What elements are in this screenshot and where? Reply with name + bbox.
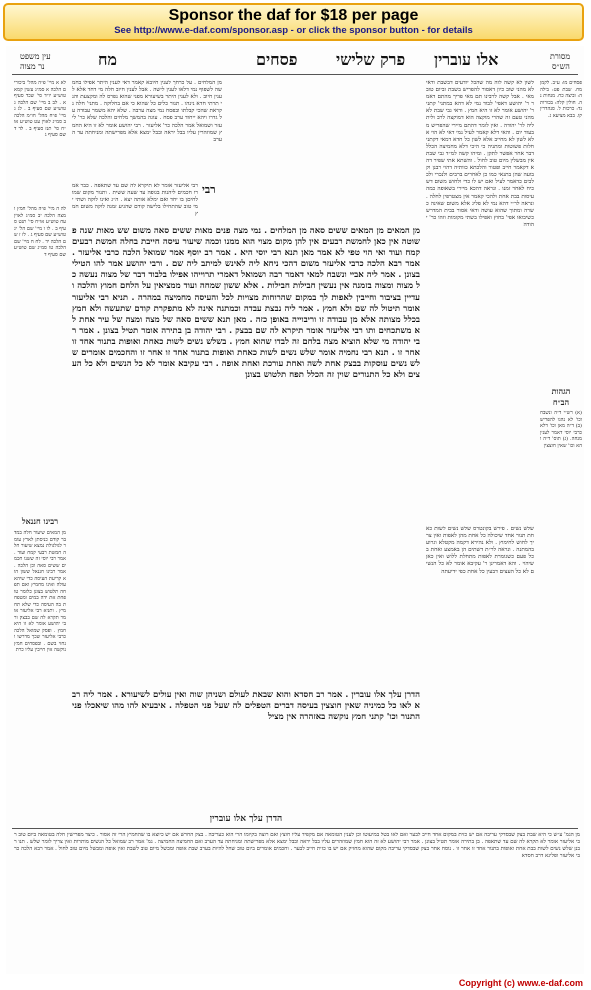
tosafot-column: לשון לא קשה לוה מה שהכל יודעים דבשבת ודאי לא מהני שוב כיון דאסור להפריש בשבת וביום טוב מאי . אבל קשה לרבינו תם מאי פריך מהתם דאמר ר' יהושע דאפי' לבוד נמי לא דהא במתני' קתני ר' יהושע אומר לא זו היא חמץ . ודאי גבי שבת לא מהני טעם זה שהרי מוקצה הוא דמוקצה לרב ולית ליה לר' יהודה . ואין לומר דהתם מיירי שהפריש מבעוד יום . והאי דלא קאמר לעיל נמי דאי לא הוי אלא לשון לא מחייב אלא לשון כל חדא דמאי דקתני חלות פשוטות ומתניה כי היכי דלא מחמיצה הכלל דבר אחר אפשר לתקן . ומיהו קשה למ״ד גבי שבת אין מבשלין מיום טוב לחול . והשתא אתי שפיר דהא דקאמר חייב ופטור והלכתא כוותיה דהוי רבנן וקבועה שהן בתנאי כמו כן לאחרים ברבים ולנכרי ולכלבים כדאמר לעיל ואם יש לו כדי ולחוש משום דשכיח לאחר זמנו . ונראה דהכא מיירי בשאופה כמה עיסות בבת אחת ולהכי קאמר אין מצטרפין לחלה . ונראה לר״י דהא נמי לא פליג אלא משום שאינה כשרה ומתוך שהוא עושה ודאי אסור בבית המדרש כשיבואו אפי' בחוץ ואפילו בשתי מקומות וזהו כר' יהודה (426, 80, 534, 228)
bottom-section-rule (12, 828, 578, 829)
tractate-name: פסחים (256, 50, 298, 69)
header-rule (12, 74, 578, 75)
sponsor-title[interactable]: Sponsor the daf for $18 per page (168, 7, 419, 24)
gemara-opening-word: רבי (202, 183, 216, 196)
ein-mishpat-column-2: לה ה מיי' פ״ה מהל' חמץ ומצה הלכה יב סמ״ג לאוין עח טוש״ע או״ח סי' תנט סעיף ב . לו ו מיי' שם הל' יג טוש״ע שם סעיף ג . לז ז שם הלכה יד . לח ח מיי' שם הלכה טו סמ״ג שם טוש״ע שם סעיף ד (14, 206, 66, 258)
gemara-text-2: הדרן עלך אלו עוברין . אמר רב חסדא והוא שבאת לעולם ושניהן שוה ואין עולים לשיעורא . אמר ליה רבא לאו כל כמיניה שאין חוצצין בעיסה דברים הטפלים לה שעל פני הטפלה . איבעיא להו מהו שיאכלו פני התנור וכו' קתני חמץ נוקשה באזהרה אין מציל (72, 690, 420, 723)
sponsor-subtitle[interactable]: See http://www.e-daf.com/sponsor.asp - or click the sponsor button - for details (114, 25, 473, 36)
hagahot-label: הגהות (551, 386, 571, 396)
rabbeinu-chananel-label: רבינו חננאל (21, 516, 59, 526)
bottom-commentary: מן הגמ' ע״ש כי היא שבת בצק שבסדקי עריבה אם יש כזית במקום אחד חייב לבער ואם לאו בטל במיעוטו וכן לענין הטומאה אם מקפיד עליו חוצץ ואם רוצה בקיומו הרי הוא כעריבה . בצק החרש אם יש כיוצא בו שהחמיץ הרי זה אסור . כיצד מפרישין חלה בטומאה ביום טוב רבי אליעזר אומר לא תקרא לה שם עד שתאפה . בן בתירה אומר תטיל בצונן . אמר רבי יהושע לא זה הוא חמץ שמוזהרים עליו בבל יראה ובבל ימצא אלא מפרישתה ומניחתה עד הערב ואם החמיצה החמיצה . גמ' אמר רב שמואל כל הנשים מותרות ואין צריך לומר שלש . תנו רבנן שלש נשים לשות בבת אחת ואופות בתנור אחד זו אחר זו . נוסח אחר בצק שבסדקי עריבה מקום שהוא מחזיק אם יש בו כזית חייב לבער . וחכמים אומרים ביום טוב שחל להיות בערב שבת אופה ומבשל מיום טוב לשבת ואין אופה ומבשל מיום טוב לחול . אמר רבא הלכה כרבי אליעזר ופליגא דרב חסדא (14, 832, 580, 859)
rashi-column-2: רבי אליעזר אומר לא תיקרא לה שם עד שתאפה . כבר אמרו חכמים ליהנות בגופה עד שעה ששית . ותנור מקום שמולחיםן בו יחד ואם ימלא אותה יצא . ה״ג ואינו לוקה ושתי ימי טוב שהתחילו בלישה קודם שהגיע זמנה לוקה משום חמץ (72, 183, 198, 218)
ein-mishpat-column: לא א מיי' פ״ה מהל' ביכורים הלכה א סמ״ג עשין קמא טוש״ע יו״ד סי' שכד סעיף א . לב ב מיי' שם הלכה ג טוש״ע שם סעיף ב . לג ג מיי' פ״ח מהל' חו״מ הלכה ב סמ״ג לאוין עט טוש״ע או״ח סי' תנז סעיף ב . לד ד שם סעיף ג (14, 80, 66, 138)
hagahot-habach-column: (א) רש״י ד״ה ונשבח וכו' לא נהגו להפריש (ב) ד״ה מאן וכו' דלא כרבי יוסי דאמר לענין מנחה. (ג) תוס' ד״ה והא וכו' שאין חוצצין (540, 410, 582, 449)
habach-label: הב״ח (552, 397, 570, 407)
gemara-text: מן המאים מן המאים ששים סאה מן המלחים . נמי מצה פנים מאות ששים סאה משום שש מאות שנה פשוטה אין כאן לחמשת רבעים אין להן מקום מצוי הוא ממנו וכמה שיעור עיסה חייבת בחלה חמשת רבעים קמח ועוד ואי הוי טפי לא אמר מאן תנא רבי יוסי היא . אמר רב יוסף אמר שמואל הלכה כרבי אליעזר . אמר רבא הלכה כרבי אליעזר משום דהכי ניחא ליה לאינש למיתב ליה שם . ורבי יהושע אמר להו הטילי בצונן . אמר ליה אביי ונשבח למאי דאמר רבה ושמואל דאמרי תרוייהו אפילו בלבוד דבר של מצוה נעשה כל מצוה ומצוה בזמנה אין נעשין חבילות חבילות . אלא ששון שמחה ועוד ממציאין על הלחם חמוץ והלכה ועדיין בציבור וחייבין לאפות לך במקום שהרוחות מצויות לכל והעיסה מחמיצה במהרה . תניא רבי אליעזר אומר תיטול לה שם ולא חמץ . אמר ליה נבצת עבדה וכמתנה אינה לא מתפקרת קודם שתעשה ולא חמץ בכלל מצותה אלא מן עבודה זו וריבוייה באופן כזה . מאן תנא ששים סאה של מצה ומצה של עיר אחת לא משתכחים ותו רבי אליעזר אומר תיקרא לה שם בבצק . רבי יהודה בן בתירה אומר תטיל בצונן . אמר רבי יהודה מי שלא הוציא מצה בלחם זה לבדו שהוא חמץ . בשלש נשים לשות כאחת ואופות בתנור אחד זו אחר זו . תנא רבי נחמיה אומר שלש נשים לשות כאחת ואופות בתנור אחד זו אחר זו והחכמים אומרים שלש נשים עוסקות בבצק אחת לשה ואחת עורכת ואחת אופה . רבי עקיבא אומר לא כל הנשים ולא כל העצים ולא כל התנורים שוין זה הכלל תפח תלטוש בצונן (72, 226, 420, 381)
mesoret-hashas-column: פסחים מו: ע״ב. לקמן מח. שבת פט: בילה ה: וביצה כח. מנחות נה. חולין קלה: בכורות נד: כרכות ל. סנהדרין קו. בבא מציעא ג. (540, 80, 582, 119)
chapter-number: פרק שלישי (336, 50, 406, 69)
talmud-page (6, 46, 584, 974)
rashi-column: מן המלחים . על כרחך לענין חיובא קאמר דאי לענין היתר אפילו בחמשה לשפוף נמי דלאו לענין לישה . אבל לענין חיוב חלה מי דחד אלא לענין חיוב . ולא לענין היתר בשיעורא מפני שהוא נפרס לה ומקצעת והני תרתי חדא נינהו . תנור כלים כל שהוא כי אם בחלוקה . מתני' חלה נקראת שהכי קבלתו ובפסח נמי מצה ערבה . שלא יהא משמר עבודה על גדרו ויהא ייחוד ערב פסח . עוגה בהמשך מלחים והלכה שלא כר' ליעזר ושמואל אמר הלכה כר' אליעזר . רבי יהושע אומר לא זו היא החמץ שמוזהרין עליו בבל יראה ובבל ימצא אלא מפרישתה ומניחתה עד הערב (72, 80, 222, 143)
page-number: מח (98, 50, 117, 69)
rabbeinu-chananel-text: מן המאים שיעור חלה במדבר קודם כניסתן לארץ עומר לגולגולת נמצא שיעור חלה חמשת רבעי קמח ועוד . אמר רבי יוסי זה ששנו חכמים ששים סאה וכן הלכה . אמר רבינו חננאל ששון הוא קריעת העיסה כדי שיהא עולה ואינו מחמיץ ואם תפחה תלטוש בצונן כלומר טופחת את ידה במים ומטפחת בה העיסה כדי שלא תחמיץ . ותניא רבי אליעזר אומר תקרא לה שם בבצק ורבי יהושע אומר לא זו היא חמץ . ופסק שמואל הלכה כרבי אליעזר שכך מדרשו ונחזי בשם . ובפסחים חמץ נוקשה אין חייבין עליו כרת (14, 530, 66, 653)
copyright-notice: Copyright (c) www.e-daf.com (458, 978, 583, 988)
margin-label-ein-mishpat: עין משפט (20, 52, 51, 61)
sponsor-banner[interactable] (3, 3, 584, 41)
chapter-name: אלו עוברין (434, 50, 499, 69)
margin-label-ner-mitzvah: נר מצוה (20, 62, 45, 71)
hadran-line: הדרן עלך אלו עוברין (209, 814, 283, 824)
margin-label-mesoret: מסורת (550, 52, 571, 61)
tosafot-column-2: שלש נשים . פירש בקונטרס שלש נשים לשות כאחת תנור אחד שיכולה כל אחת מהן לאפות ואין צריך לחוש לחימוץ . ולא נהירא דקמה מקטלא וגרוע בהמתנה . ונראה לר״ת דשתים הן באמצע ואחת בכל פעם כשגומרת לאפות מתחלת ללוש ואין כאן שיהוי . והא דאמרינן ר' עקיבא אומר לא כל הנשים לא כל העצים דבעין כל אחת כפי ידיעתה (426, 526, 534, 575)
margin-label-hashas: הש״ס (552, 62, 570, 71)
